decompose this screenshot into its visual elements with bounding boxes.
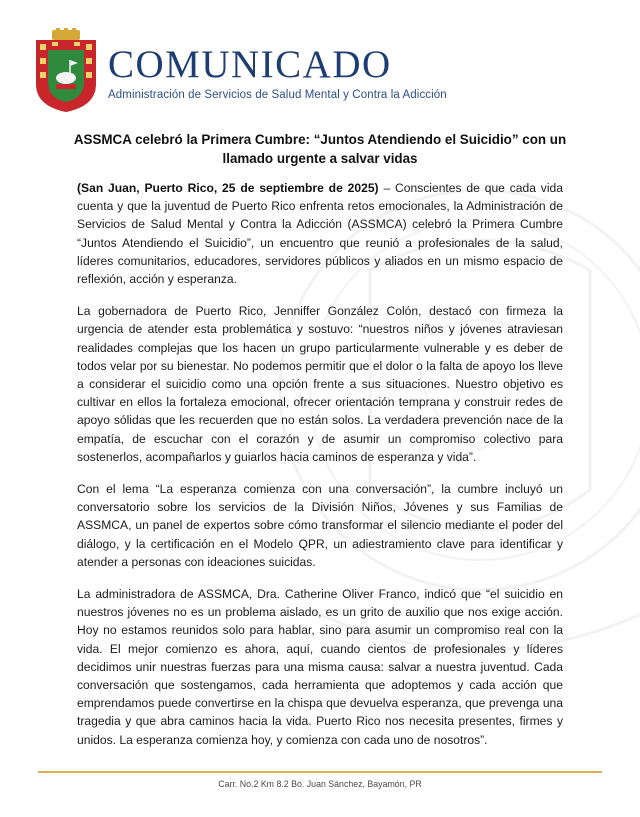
letterhead	[34, 28, 447, 112]
paragraph-3: Con el lema “La esperanza comienza con una conversación”, la cumbre incluyó un conversatorio sobre los servicios de la División Niños, Jóvenes y sus Familias de ASSMCA, un panel de expertos sobre cómo transformar el silencio mediante el poder del diálogo, y la certificación en el Modelo QPR, un adiestramiento clave para identificar y atender a personas con ideaciones suicidas.	[77, 482, 563, 569]
paragraph-2: La gobernadora de Puerto Rico, Jenniffer González Colón, destacó con firmeza la urgencia de atender esta problemática y sostuvo: “nuestros niños y jóvenes atraviesan realidades complejas que los hacen un grupo particularmente vulnerable y es deber de todos velar por su bienestar. No podemos permitir que el dolor o la falta de apoyo los lleve a considerar el suicidio como una opción frente a sus situaciones. Nuestro objetivo es cultivar en ellos la fortaleza emocional, ofrecer orientación temprana y construir redes de apoyo sólidas que les recuerden que no están solos. La verdadera prevención nace de la empatía, de escuchar con el corazón y de asumir un compromiso colectivo para sostenerlos, acompañarlos y guiarlos hacia caminos de esperanza y vida”.	[77, 304, 563, 464]
footer-divider	[38, 771, 602, 773]
footer-address: Carr. No.2 Km 8.2 Bo. Juan Sánchez, Bayamón, PR	[218, 779, 422, 789]
paragraph-4: La administradora de ASSMCA, Dra. Catherine Oliver Franco, indicó que “el suicidio en nuestros jóvenes no es un problema aislado, es un grito de auxilio que nos exige acción. Hoy no estamos reunidos solo para hablar, sino para asumir un compromiso real con la vida. El mejor comienzo es ahora, aquí, cuando cientos de profesionales y líderes decidimos unir nuestras fuerzas para una misma causa: salvar a nuestra juventud. Cada conversación que sostengamos, cada herramienta que adoptemos y cada acción que emprendamos puede convertirse en la chispa que devuelva esperanza, que prevenga una tragedia y que abra caminos hacia la vida. Puerto Rico nos necesita presentes, firmes y unidos. La esperanza comienza hoy, y comienza con cada uno de nosotros”.	[77, 587, 563, 747]
press-release-headline: ASSMCA celebró la Primera Cumbre: “Juntos Atendiendo el Suicidio” con un llamado urgente a salvar vidas	[73, 132, 567, 166]
page-title: COMUNICADO	[108, 43, 392, 86]
dateline: (San Juan, Puerto Rico, 25 de septiembre de 2025)	[77, 181, 379, 195]
puerto-rico-coat-of-arms-icon	[34, 28, 98, 112]
press-release-body	[77, 179, 563, 763]
paragraph-1	[77, 179, 563, 288]
agency-name: Administración de Servicios de Salud Mental y Contra la Adicción	[108, 89, 447, 101]
paragraph-1-text: – Conscientes de que cada vida cuenta y que la juventud de Puerto Rico enfrenta retos emocionales, la Administración de Servicios de Salud Mental y Contra la Adicción (ASSMCA) celebró la Primera Cumbre “Juntos Atendiendo el Suicidio”, un encuentro que reunió a profesionales de la salud, líderes comunitarios, educadores, servidores públicos y aliados en un mismo espacio de reflexión, acción y esperanza.	[77, 181, 563, 287]
